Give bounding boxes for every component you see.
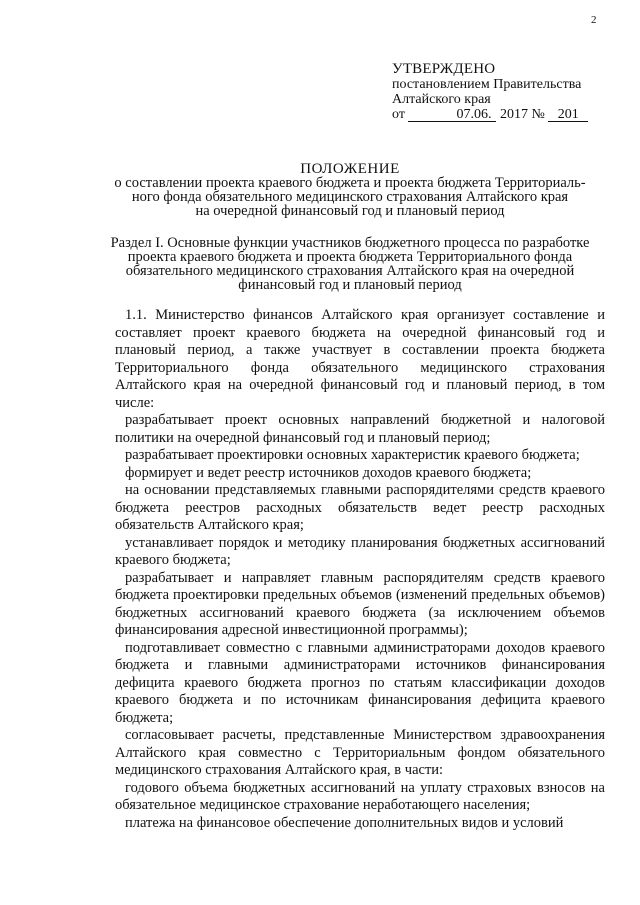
paragraph: согласовывает расчеты, представленные Министерством здравоохранения Алтайского края совместно с Территориальным фондом обязательного медицинского страхования Алтайского края, в части: bbox=[115, 727, 605, 778]
approval-line-2: Алтайского края bbox=[392, 92, 491, 107]
paragraph: разрабатывает и направляет главным распорядителям средств краевого бюджета проектировки предельных объемов (изменений предельных объемов) бюджетных ассигнований краевого бюджета (за исключением объемов финансирования адресной инвестиционной программы); bbox=[115, 569, 605, 638]
paragraph: на основании представляемых главными распорядителями средств краевого бюджета реестров расходных обязательств ведет реестр расходных обязательств Алтайского края; bbox=[115, 482, 605, 533]
approval-date-line bbox=[392, 107, 588, 122]
approval-date: 07.06. bbox=[456, 107, 492, 122]
section-heading bbox=[70, 236, 630, 292]
paragraph: платежа на финансовое обеспечение дополнительных видов и условий bbox=[125, 814, 564, 831]
paragraph: 1.1. Министерство финансов Алтайского края организует составление и составляет проект краевого бюджета на очередной финансовый год и плановый период, а также участвует в составлении проекта бюджета Территориального фонда обязательного медицинского страхования Алтайского края на очередной финансовый год и плановый период, в том числе: bbox=[115, 307, 605, 411]
approval-heading: УТВЕРЖДЕНО bbox=[392, 61, 496, 77]
title-main: ПОЛОЖЕНИЕ bbox=[300, 161, 400, 177]
title-line-1: о составлении проекта краевого бюджета и проекта бюджета Территориаль- bbox=[114, 175, 586, 191]
section-line-1: Раздел I. Основные функции участников бюджетного процесса по разработке bbox=[110, 235, 590, 251]
title-line-2: ного фонда обязательного медицинского страхования Алтайского края bbox=[131, 189, 569, 205]
section-line-3: обязательного медицинского страхования Алтайского края на очередной bbox=[125, 263, 575, 279]
body-text bbox=[115, 307, 605, 832]
page-number: 2 bbox=[591, 14, 597, 26]
paragraph: разрабатывает проект основных направлений бюджетной и налоговой политики на очередной финансовый год и плановый период; bbox=[115, 412, 605, 446]
paragraph: устанавливает порядок и методику планирования бюджетных ассигнований краевого бюджета; bbox=[115, 534, 605, 568]
from-label: от bbox=[392, 107, 405, 122]
title-line-3: на очередной финансовый год и плановый период bbox=[195, 203, 505, 219]
paragraph: подготавливает совместно с главными администраторами доходов краевого бюджета и главными администраторами источников финансирования дефицита краевого бюджета прогноз по статьям классификации доходов краевого бюджета и по источникам финансирования дефицита краевого бюджета; bbox=[115, 639, 605, 726]
number-sign: № bbox=[531, 107, 545, 122]
approval-block bbox=[392, 62, 588, 122]
paragraph: разрабатывает проектировки основных характеристик краевого бюджета; bbox=[125, 447, 580, 463]
section-line-4: финансовый год и плановый период bbox=[238, 277, 462, 293]
section-line-2: проекта краевого бюджета и проекта бюджета Территориального фонда bbox=[127, 249, 573, 265]
approval-number: 201 bbox=[557, 107, 579, 122]
approval-line-1: постановлением Правительства bbox=[392, 77, 582, 92]
approval-year: 2017 bbox=[499, 107, 528, 122]
paragraph: формирует и ведет реестр источников доходов краевого бюджета; bbox=[125, 464, 532, 481]
document-title bbox=[60, 162, 640, 218]
paragraph: годового объема бюджетных ассигнований на уплату страховых взносов на обязательное медицинское страхование неработающего населения; bbox=[115, 779, 605, 813]
